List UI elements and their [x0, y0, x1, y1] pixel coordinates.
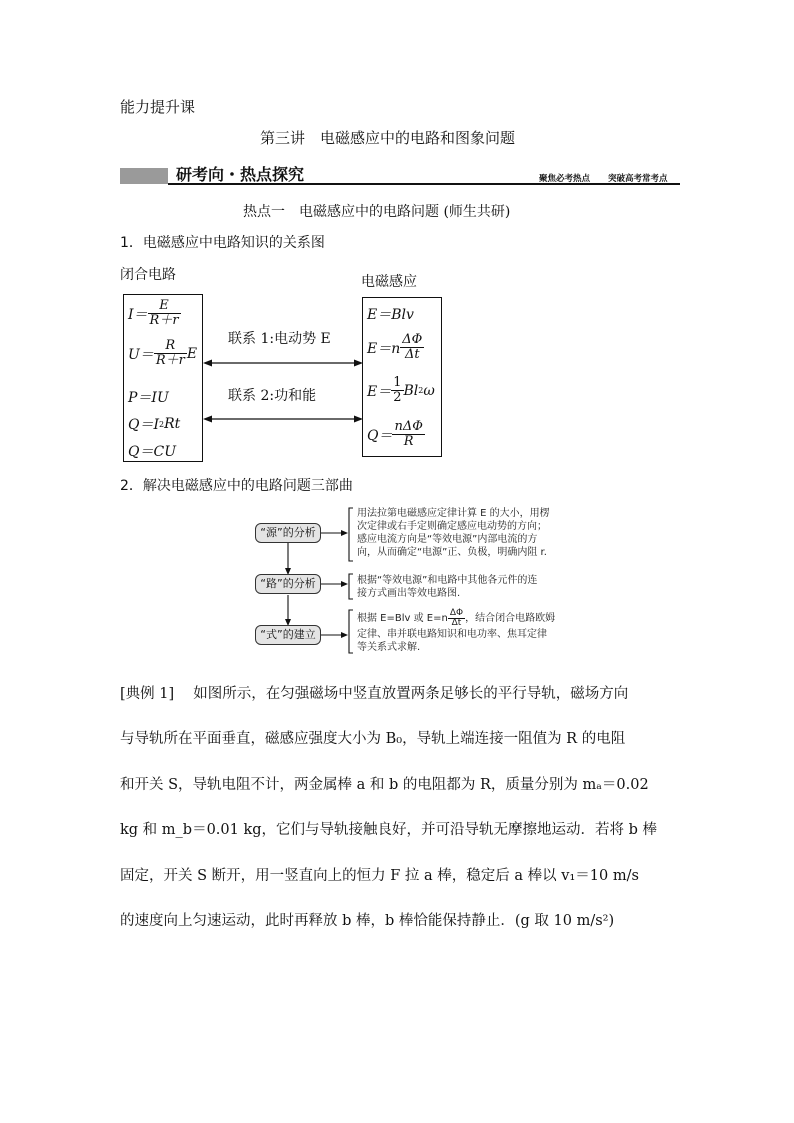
section-title: 研考向・热点探究 — [176, 165, 305, 184]
example-paragraph — [120, 664, 680, 952]
item1-heading: 1．电磁感应中电路知识的关系图 — [120, 235, 325, 251]
formula-ohm: I＝ $\frac{E}{R+r}$ — [128, 298, 179, 328]
example-line: 的速度向上匀速运动，此时再释放 b 棒，b 棒恰能保持静止．(g 取 10 m/s²) — [120, 913, 615, 929]
link-energy-label: 联系 2:功和能 — [228, 388, 317, 404]
section-tag-a: 聚焦必考热点 — [539, 174, 591, 184]
example-line: 与导轨所在平面垂直，磁感应强度大小为 B₀，导轨上端连接一阻值为 R 的电阻 — [120, 731, 626, 747]
step-equation-setup: “式”的建立 — [255, 625, 321, 645]
example-line: [典例 1] 如图所示，在匀强磁场中竖直放置两条足够长的平行导轨，磁场方向 — [120, 685, 629, 702]
step-source-desc: 用法拉第电磁感应定律计算 E 的大小，用楞 次定律或右手定则确定感应电动势的方向； 感应电流方向是“等效电源”内部电流的方 向，从而确定“电源”正、负极，明确内阻 r. — [357, 508, 550, 558]
item2-heading: 2．解决电磁感应中的电路问题三部曲 — [120, 478, 353, 494]
step-circuit-analysis: “路”的分析 — [255, 574, 321, 594]
formula-induced-charge: Q＝ $\frac{\text{nΔΦ}}{R}$ — [367, 419, 423, 449]
example-line: 固定，开关 S 断开，用一竖直向上的恒力 F 拉 a 棒，稳定后 a 棒以 v₁＝10 m/s — [120, 867, 639, 884]
hotspot-title: 热点一 电磁感应中的电路问题 (师生共研) — [243, 204, 511, 220]
formula-motional-emf: E＝Blv — [367, 307, 414, 323]
example-line: 和开关 S，导轨电阻不计，两金属棒 a 和 b 的电阻都为 R，质量分别为 mₐ＝0.02 — [120, 776, 649, 793]
formula-charge: Q＝CU — [128, 444, 176, 460]
course-label: 能力提升课 — [120, 98, 196, 116]
lecture-title: 第三讲 电磁感应中的电路和图象问题 — [260, 129, 516, 147]
formula-rotating-emf: E＝ $\frac{1}{2}$ Bl 2 ω — [367, 375, 435, 405]
example-line: kg 和 m_b＝0.01 kg，它们与导轨接触良好，并可沿导轨无摩擦地运动．若将 b 棒 — [120, 822, 658, 838]
section-tag-b: 突破高考常考点 — [608, 174, 668, 184]
section-bar-gray-block — [120, 168, 168, 184]
right-box-label: 电磁感应 — [361, 274, 417, 290]
closed-circuit-box — [123, 294, 203, 462]
formula-heat: Q＝I 2 Rt — [128, 416, 181, 433]
step-equation-desc: 根据 E=Blv 或 E=n $\frac{\Delta\Phi}{\Delta t}$ ，结合闭合电路欧姆 定律、串并联电路知识和电功率、焦耳定律 等关系式求解. — [357, 608, 556, 653]
link-emf-label: 联系 1:电动势 E — [228, 331, 331, 347]
step-circuit-desc: 根据“等效电源”和电路中其他各元件的连 接方式画出等效电路图. — [357, 575, 538, 599]
formula-faraday: E＝n $\frac{\Delta\Phi}{\Delta t}$ — [367, 332, 423, 362]
formula-power: P＝IU — [128, 390, 169, 406]
left-box-label: 闭合电路 — [120, 267, 176, 283]
formula-voltage: U＝ $\frac{R}{R+r}$ E — [128, 338, 198, 368]
step-source-analysis: “源”的分析 — [255, 523, 321, 543]
induction-box — [362, 297, 442, 457]
